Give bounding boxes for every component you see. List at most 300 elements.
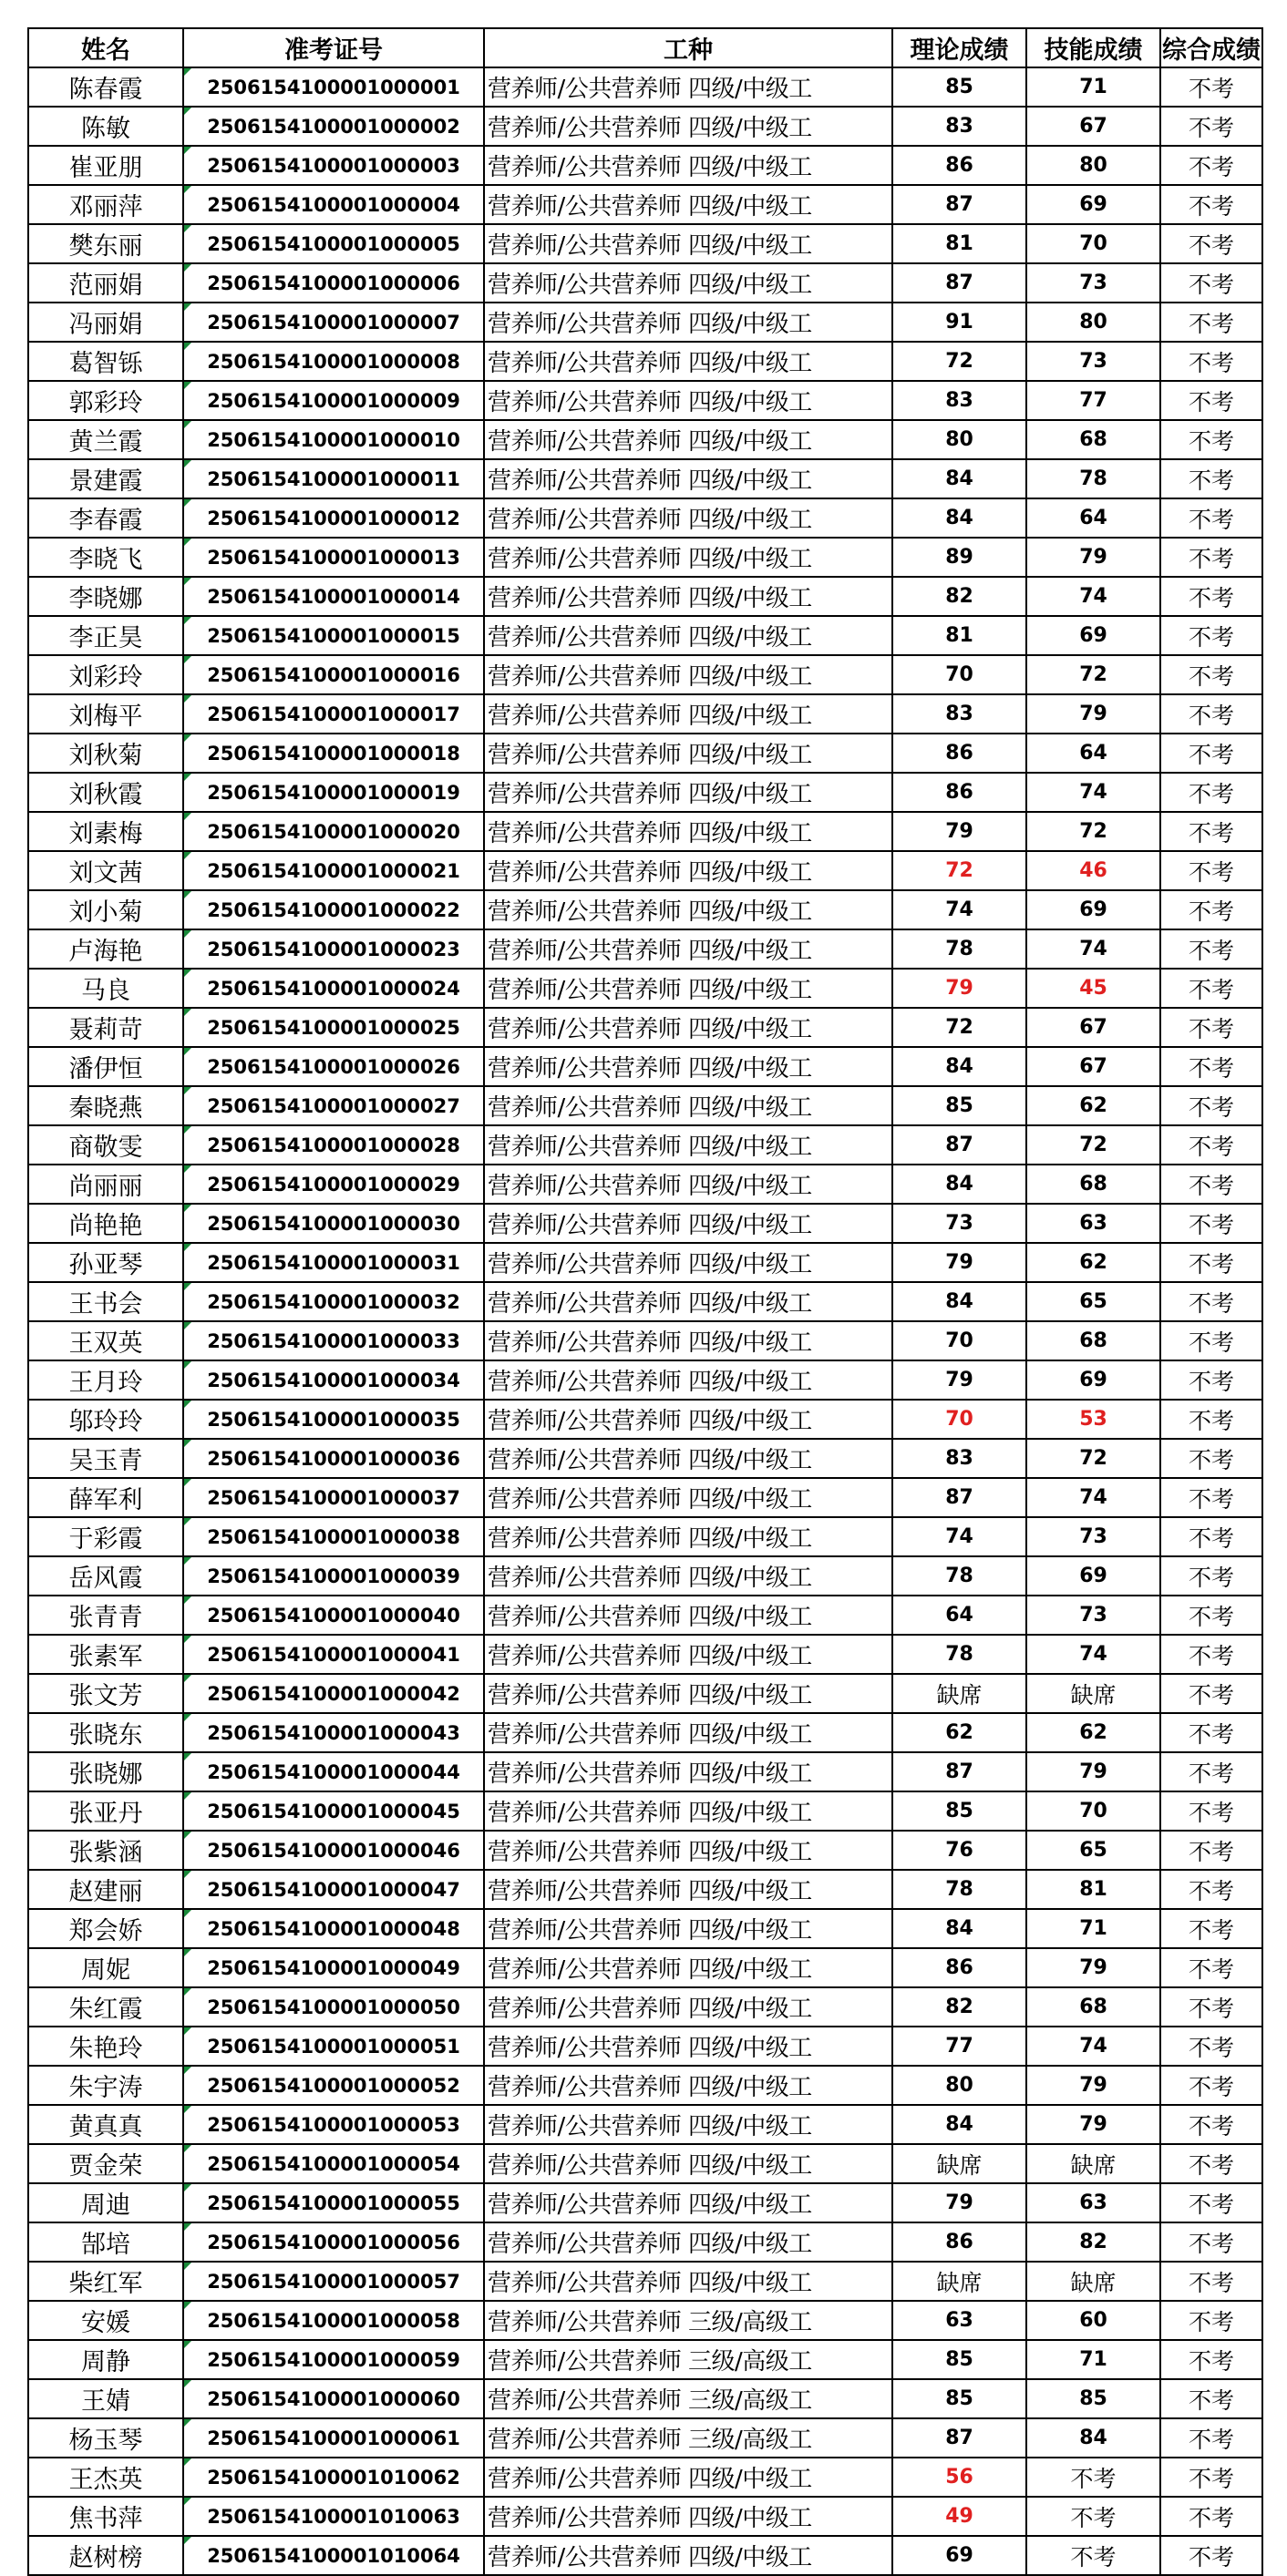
table-body — [28, 67, 1262, 2575]
cell-job-type: 营养师/公共营养师 四级/中级工 — [484, 694, 892, 734]
table-row — [28, 773, 1262, 812]
cell-job-type: 营养师/公共营养师 四级/中级工 — [484, 1674, 892, 1713]
cell-theory-score: 83 — [892, 694, 1026, 734]
cell-overall-score: 不考 — [1160, 694, 1262, 734]
table-row — [28, 67, 1262, 107]
cell-skill-score: 74 — [1026, 1635, 1160, 1674]
cell-overall-score: 不考 — [1160, 616, 1262, 655]
cell-exam-id: 2506154100001000048 — [183, 1909, 484, 1948]
cell-skill-score: 不考 — [1026, 2497, 1160, 2536]
cell-overall-score: 不考 — [1160, 1674, 1262, 1713]
cell-job-type: 营养师/公共营养师 四级/中级工 — [484, 851, 892, 890]
cell-theory-score: 81 — [892, 616, 1026, 655]
cell-overall-score: 不考 — [1160, 1360, 1262, 1400]
cell-exam-id: 2506154100001000014 — [183, 577, 484, 616]
cell-job-type: 营养师/公共营养师 四级/中级工 — [484, 1556, 892, 1596]
cell-name: 朱艳玲 — [28, 2027, 183, 2066]
cell-skill-score: 缺席 — [1026, 2144, 1160, 2183]
cell-overall-score: 不考 — [1160, 342, 1262, 381]
cell-skill-score: 45 — [1026, 969, 1160, 1008]
cell-job-type: 营养师/公共营养师 四级/中级工 — [484, 929, 892, 969]
cell-job-type: 营养师/公共营养师 四级/中级工 — [484, 67, 892, 107]
cell-overall-score: 不考 — [1160, 1439, 1262, 1478]
cell-theory-score: 80 — [892, 2066, 1026, 2105]
cell-exam-id: 2506154100001000002 — [183, 107, 484, 146]
cell-exam-id: 2506154100001000008 — [183, 342, 484, 381]
cell-theory-score: 84 — [892, 498, 1026, 538]
cell-exam-id: 2506154100001000041 — [183, 1635, 484, 1674]
cell-name: 孙亚琴 — [28, 1243, 183, 1282]
cell-exam-id: 2506154100001000031 — [183, 1243, 484, 1282]
cell-name: 景建霞 — [28, 459, 183, 498]
cell-job-type: 营养师/公共营养师 四级/中级工 — [484, 1439, 892, 1478]
table-row — [28, 1791, 1262, 1831]
cell-job-type: 营养师/公共营养师 四级/中级工 — [484, 1204, 892, 1243]
cell-name: 王书会 — [28, 1282, 183, 1321]
table-row — [28, 734, 1262, 773]
cell-job-type: 营养师/公共营养师 四级/中级工 — [484, 577, 892, 616]
table-row — [28, 1596, 1262, 1635]
cell-name: 黄真真 — [28, 2105, 183, 2144]
cell-name: 赵建丽 — [28, 1870, 183, 1909]
table-row — [28, 1047, 1262, 1086]
cell-exam-id: 2506154100001000016 — [183, 655, 484, 694]
table-row — [28, 2027, 1262, 2066]
cell-name: 朱红霞 — [28, 1987, 183, 2027]
cell-overall-score: 不考 — [1160, 1047, 1262, 1086]
cell-exam-id: 2506154100001000021 — [183, 851, 484, 890]
cell-name: 郜培 — [28, 2222, 183, 2262]
cell-skill-score: 79 — [1026, 1752, 1160, 1791]
cell-name: 张晓东 — [28, 1713, 183, 1752]
cell-job-type: 营养师/公共营养师 四级/中级工 — [484, 2027, 892, 2066]
cell-name: 柴红军 — [28, 2262, 183, 2301]
cell-overall-score: 不考 — [1160, 2458, 1262, 2497]
cell-name: 刘梅平 — [28, 694, 183, 734]
table-row — [28, 342, 1262, 381]
cell-overall-score: 不考 — [1160, 1713, 1262, 1752]
cell-name: 焦书萍 — [28, 2497, 183, 2536]
cell-theory-score: 70 — [892, 1400, 1026, 1439]
cell-name: 郭彩玲 — [28, 381, 183, 420]
cell-name: 秦晓燕 — [28, 1086, 183, 1125]
cell-exam-id: 2506154100001000004 — [183, 185, 484, 224]
cell-skill-score: 67 — [1026, 107, 1160, 146]
table-row — [28, 616, 1262, 655]
cell-skill-score: 71 — [1026, 1909, 1160, 1948]
table-row — [28, 303, 1262, 342]
cell-exam-id: 2506154100001000044 — [183, 1752, 484, 1791]
table-row — [28, 1165, 1262, 1204]
cell-theory-score: 84 — [892, 1047, 1026, 1086]
cell-theory-score: 78 — [892, 1870, 1026, 1909]
table-row — [28, 381, 1262, 420]
cell-overall-score: 不考 — [1160, 812, 1262, 851]
cell-exam-id: 2506154100001000043 — [183, 1713, 484, 1752]
cell-skill-score: 73 — [1026, 342, 1160, 381]
cell-name: 范丽娟 — [28, 263, 183, 303]
cell-skill-score: 64 — [1026, 734, 1160, 773]
table-row — [28, 1674, 1262, 1713]
cell-exam-id: 2506154100001000028 — [183, 1125, 484, 1165]
cell-name: 郑会娇 — [28, 1909, 183, 1948]
header-skill-score: 技能成绩 — [1026, 28, 1160, 67]
cell-job-type: 营养师/公共营养师 四级/中级工 — [484, 2536, 892, 2575]
cell-skill-score: 65 — [1026, 1831, 1160, 1870]
cell-skill-score: 77 — [1026, 381, 1160, 420]
table-row — [28, 1987, 1262, 2027]
cell-job-type: 营养师/公共营养师 四级/中级工 — [484, 734, 892, 773]
cell-skill-score: 85 — [1026, 2379, 1160, 2418]
cell-job-type: 营养师/公共营养师 四级/中级工 — [484, 655, 892, 694]
cell-exam-id: 2506154100001000053 — [183, 2105, 484, 2144]
cell-overall-score: 不考 — [1160, 851, 1262, 890]
table-row — [28, 929, 1262, 969]
cell-name: 刘秋菊 — [28, 734, 183, 773]
cell-skill-score: 46 — [1026, 851, 1160, 890]
cell-job-type: 营养师/公共营养师 四级/中级工 — [484, 1517, 892, 1556]
cell-job-type: 营养师/公共营养师 四级/中级工 — [484, 1831, 892, 1870]
cell-overall-score: 不考 — [1160, 1556, 1262, 1596]
cell-skill-score: 63 — [1026, 2183, 1160, 2222]
cell-overall-score: 不考 — [1160, 2418, 1262, 2458]
cell-theory-score: 86 — [892, 734, 1026, 773]
cell-exam-id: 2506154100001000033 — [183, 1321, 484, 1360]
table-row — [28, 1635, 1262, 1674]
table-row — [28, 2105, 1262, 2144]
cell-name: 李晓飞 — [28, 538, 183, 577]
cell-overall-score: 不考 — [1160, 185, 1262, 224]
table-row — [28, 538, 1262, 577]
table-row — [28, 1948, 1262, 1987]
cell-job-type: 营养师/公共营养师 四级/中级工 — [484, 2144, 892, 2183]
cell-name: 赵树榜 — [28, 2536, 183, 2575]
table-row — [28, 2418, 1262, 2458]
cell-exam-id: 2506154100001000017 — [183, 694, 484, 734]
cell-name: 樊东丽 — [28, 224, 183, 263]
table-row — [28, 1478, 1262, 1517]
cell-job-type: 营养师/公共营养师 四级/中级工 — [484, 224, 892, 263]
cell-job-type: 营养师/公共营养师 四级/中级工 — [484, 381, 892, 420]
cell-job-type: 营养师/公共营养师 四级/中级工 — [484, 2458, 892, 2497]
cell-overall-score: 不考 — [1160, 459, 1262, 498]
cell-exam-id: 2506154100001000055 — [183, 2183, 484, 2222]
table-row — [28, 459, 1262, 498]
cell-exam-id: 2506154100001000015 — [183, 616, 484, 655]
cell-exam-id: 2506154100001000040 — [183, 1596, 484, 1635]
cell-job-type: 营养师/公共营养师 三级/高级工 — [484, 2340, 892, 2379]
cell-skill-score: 73 — [1026, 1596, 1160, 1635]
cell-job-type: 营养师/公共营养师 三级/高级工 — [484, 2379, 892, 2418]
cell-theory-score: 84 — [892, 459, 1026, 498]
cell-skill-score: 不考 — [1026, 2458, 1160, 2497]
cell-exam-id: 2506154100001010062 — [183, 2458, 484, 2497]
cell-overall-score: 不考 — [1160, 1086, 1262, 1125]
cell-exam-id: 2506154100001000005 — [183, 224, 484, 263]
cell-theory-score: 82 — [892, 577, 1026, 616]
cell-skill-score: 62 — [1026, 1713, 1160, 1752]
cell-skill-score: 70 — [1026, 1791, 1160, 1831]
cell-skill-score: 缺席 — [1026, 1674, 1160, 1713]
cell-name: 张晓娜 — [28, 1752, 183, 1791]
cell-job-type: 营养师/公共营养师 四级/中级工 — [484, 812, 892, 851]
cell-overall-score: 不考 — [1160, 1831, 1262, 1870]
cell-skill-score: 79 — [1026, 2105, 1160, 2144]
cell-theory-score: 79 — [892, 812, 1026, 851]
cell-job-type: 营养师/公共营养师 四级/中级工 — [484, 1400, 892, 1439]
cell-theory-score: 74 — [892, 890, 1026, 929]
cell-job-type: 营养师/公共营养师 四级/中级工 — [484, 1596, 892, 1635]
cell-job-type: 营养师/公共营养师 四级/中级工 — [484, 342, 892, 381]
table-row — [28, 851, 1262, 890]
table-row — [28, 146, 1262, 185]
cell-theory-score: 85 — [892, 2379, 1026, 2418]
cell-name: 陈春霞 — [28, 67, 183, 107]
cell-name: 卢海艳 — [28, 929, 183, 969]
cell-name: 刘彩玲 — [28, 655, 183, 694]
cell-overall-score: 不考 — [1160, 1596, 1262, 1635]
cell-name: 王杰英 — [28, 2458, 183, 2497]
table-row — [28, 655, 1262, 694]
cell-overall-score: 不考 — [1160, 263, 1262, 303]
cell-name: 李春霞 — [28, 498, 183, 538]
cell-exam-id: 2506154100001000060 — [183, 2379, 484, 2418]
cell-overall-score: 不考 — [1160, 1948, 1262, 1987]
cell-exam-id: 2506154100001000018 — [183, 734, 484, 773]
cell-exam-id: 2506154100001000025 — [183, 1008, 484, 1047]
cell-theory-score: 86 — [892, 2222, 1026, 2262]
cell-skill-score: 60 — [1026, 2301, 1160, 2340]
cell-exam-id: 2506154100001000024 — [183, 969, 484, 1008]
cell-overall-score: 不考 — [1160, 224, 1262, 263]
cell-job-type: 营养师/公共营养师 四级/中级工 — [484, 1282, 892, 1321]
cell-exam-id: 2506154100001000047 — [183, 1870, 484, 1909]
header-row — [28, 28, 1262, 67]
cell-job-type: 营养师/公共营养师 四级/中级工 — [484, 1360, 892, 1400]
cell-exam-id: 2506154100001000011 — [183, 459, 484, 498]
cell-skill-score: 82 — [1026, 2222, 1160, 2262]
table-row — [28, 1909, 1262, 1948]
cell-job-type: 营养师/公共营养师 四级/中级工 — [484, 1008, 892, 1047]
table-row — [28, 1713, 1262, 1752]
cell-overall-score: 不考 — [1160, 1752, 1262, 1791]
table-row — [28, 2183, 1262, 2222]
cell-overall-score: 不考 — [1160, 734, 1262, 773]
cell-job-type: 营养师/公共营养师 四级/中级工 — [484, 2183, 892, 2222]
cell-exam-id: 2506154100001000019 — [183, 773, 484, 812]
cell-name: 王双英 — [28, 1321, 183, 1360]
cell-theory-score: 缺席 — [892, 2262, 1026, 2301]
cell-name: 吴玉青 — [28, 1439, 183, 1478]
cell-skill-score: 68 — [1026, 1987, 1160, 2027]
cell-name: 聂莉苛 — [28, 1008, 183, 1047]
cell-theory-score: 77 — [892, 2027, 1026, 2066]
cell-exam-id: 2506154100001000027 — [183, 1086, 484, 1125]
cell-overall-score: 不考 — [1160, 67, 1262, 107]
table-row — [28, 812, 1262, 851]
cell-overall-score: 不考 — [1160, 577, 1262, 616]
cell-job-type: 营养师/公共营养师 四级/中级工 — [484, 773, 892, 812]
table-row — [28, 2262, 1262, 2301]
cell-overall-score: 不考 — [1160, 1204, 1262, 1243]
cell-job-type: 营养师/公共营养师 三级/高级工 — [484, 2301, 892, 2340]
cell-overall-score: 不考 — [1160, 890, 1262, 929]
cell-overall-score: 不考 — [1160, 2144, 1262, 2183]
cell-job-type: 营养师/公共营养师 四级/中级工 — [484, 2105, 892, 2144]
cell-job-type: 营养师/公共营养师 四级/中级工 — [484, 303, 892, 342]
cell-exam-id: 2506154100001000026 — [183, 1047, 484, 1086]
cell-overall-score: 不考 — [1160, 2536, 1262, 2575]
cell-job-type: 营养师/公共营养师 四级/中级工 — [484, 1635, 892, 1674]
cell-skill-score: 72 — [1026, 812, 1160, 851]
cell-job-type: 营养师/公共营养师 三级/高级工 — [484, 2418, 892, 2458]
cell-skill-score: 74 — [1026, 1478, 1160, 1517]
cell-exam-id: 2506154100001000054 — [183, 2144, 484, 2183]
cell-exam-id: 2506154100001000029 — [183, 1165, 484, 1204]
table-row — [28, 1752, 1262, 1791]
cell-name: 刘小菊 — [28, 890, 183, 929]
cell-name: 周静 — [28, 2340, 183, 2379]
header-theory-score: 理论成绩 — [892, 28, 1026, 67]
cell-job-type: 营养师/公共营养师 四级/中级工 — [484, 498, 892, 538]
cell-skill-score: 81 — [1026, 1870, 1160, 1909]
table-row — [28, 2379, 1262, 2418]
cell-skill-score: 80 — [1026, 303, 1160, 342]
cell-skill-score: 78 — [1026, 459, 1160, 498]
cell-overall-score: 不考 — [1160, 2066, 1262, 2105]
cell-skill-score: 70 — [1026, 224, 1160, 263]
cell-overall-score: 不考 — [1160, 2340, 1262, 2379]
cell-name: 商敬雯 — [28, 1125, 183, 1165]
cell-overall-score: 不考 — [1160, 1400, 1262, 1439]
cell-skill-score: 72 — [1026, 1439, 1160, 1478]
cell-overall-score: 不考 — [1160, 929, 1262, 969]
cell-exam-id: 2506154100001000046 — [183, 1831, 484, 1870]
table-row — [28, 185, 1262, 224]
cell-overall-score: 不考 — [1160, 1791, 1262, 1831]
cell-theory-score: 70 — [892, 655, 1026, 694]
table-row — [28, 577, 1262, 616]
cell-skill-score: 69 — [1026, 1360, 1160, 1400]
table-row — [28, 1831, 1262, 1870]
cell-overall-score: 不考 — [1160, 2105, 1262, 2144]
cell-name: 于彩霞 — [28, 1517, 183, 1556]
header-job-type: 工种 — [484, 28, 892, 67]
cell-exam-id: 2506154100001000007 — [183, 303, 484, 342]
cell-skill-score: 69 — [1026, 890, 1160, 929]
table-row — [28, 969, 1262, 1008]
cell-job-type: 营养师/公共营养师 四级/中级工 — [484, 616, 892, 655]
cell-theory-score: 84 — [892, 1165, 1026, 1204]
cell-overall-score: 不考 — [1160, 2027, 1262, 2066]
cell-exam-id: 2506154100001000010 — [183, 420, 484, 459]
table-row — [28, 1439, 1262, 1478]
table-row — [28, 2144, 1262, 2183]
table-row — [28, 1282, 1262, 1321]
cell-theory-score: 83 — [892, 1439, 1026, 1478]
cell-overall-score: 不考 — [1160, 1517, 1262, 1556]
cell-exam-id: 2506154100001000023 — [183, 929, 484, 969]
cell-overall-score: 不考 — [1160, 107, 1262, 146]
cell-theory-score: 87 — [892, 1125, 1026, 1165]
cell-name: 岳风霞 — [28, 1556, 183, 1596]
cell-exam-id: 2506154100001000013 — [183, 538, 484, 577]
cell-theory-score: 72 — [892, 1008, 1026, 1047]
cell-theory-score: 78 — [892, 1556, 1026, 1596]
cell-name: 贾金荣 — [28, 2144, 183, 2183]
cell-job-type: 营养师/公共营养师 四级/中级工 — [484, 2222, 892, 2262]
cell-exam-id: 2506154100001000059 — [183, 2340, 484, 2379]
cell-exam-id: 2506154100001000006 — [183, 263, 484, 303]
cell-skill-score: 79 — [1026, 538, 1160, 577]
cell-skill-score: 69 — [1026, 616, 1160, 655]
table-row — [28, 1400, 1262, 1439]
cell-overall-score: 不考 — [1160, 381, 1262, 420]
cell-skill-score: 79 — [1026, 2066, 1160, 2105]
cell-name: 张紫涵 — [28, 1831, 183, 1870]
cell-job-type: 营养师/公共营养师 四级/中级工 — [484, 1752, 892, 1791]
cell-job-type: 营养师/公共营养师 四级/中级工 — [484, 2066, 892, 2105]
cell-theory-score: 76 — [892, 1831, 1026, 1870]
cell-theory-score: 83 — [892, 381, 1026, 420]
cell-theory-score: 81 — [892, 224, 1026, 263]
cell-theory-score: 84 — [892, 2105, 1026, 2144]
cell-name: 尚丽丽 — [28, 1165, 183, 1204]
table-row — [28, 1321, 1262, 1360]
cell-overall-score: 不考 — [1160, 2222, 1262, 2262]
cell-skill-score: 63 — [1026, 1204, 1160, 1243]
cell-overall-score: 不考 — [1160, 146, 1262, 185]
cell-exam-id: 2506154100001000052 — [183, 2066, 484, 2105]
cell-theory-score: 87 — [892, 1478, 1026, 1517]
cell-name: 黄兰霞 — [28, 420, 183, 459]
cell-theory-score: 79 — [892, 1360, 1026, 1400]
cell-name: 马良 — [28, 969, 183, 1008]
cell-job-type: 营养师/公共营养师 四级/中级工 — [484, 1478, 892, 1517]
cell-job-type: 营养师/公共营养师 四级/中级工 — [484, 459, 892, 498]
cell-skill-score: 69 — [1026, 1556, 1160, 1596]
cell-name: 邬玲玲 — [28, 1400, 183, 1439]
cell-exam-id: 2506154100001000003 — [183, 146, 484, 185]
cell-skill-score: 74 — [1026, 577, 1160, 616]
cell-theory-score: 64 — [892, 1596, 1026, 1635]
table-row — [28, 2340, 1262, 2379]
cell-job-type: 营养师/公共营养师 四级/中级工 — [484, 185, 892, 224]
cell-theory-score: 82 — [892, 1987, 1026, 2027]
table-row — [28, 1517, 1262, 1556]
cell-name: 张文芳 — [28, 1674, 183, 1713]
table-row — [28, 2222, 1262, 2262]
table-row — [28, 890, 1262, 929]
cell-exam-id: 2506154100001010063 — [183, 2497, 484, 2536]
cell-skill-score: 65 — [1026, 1282, 1160, 1321]
cell-overall-score: 不考 — [1160, 655, 1262, 694]
cell-theory-score: 91 — [892, 303, 1026, 342]
cell-theory-score: 缺席 — [892, 2144, 1026, 2183]
table-row — [28, 498, 1262, 538]
cell-skill-score: 74 — [1026, 929, 1160, 969]
cell-job-type: 营养师/公共营养师 四级/中级工 — [484, 263, 892, 303]
header-name: 姓名 — [28, 28, 183, 67]
cell-theory-score: 86 — [892, 773, 1026, 812]
cell-job-type: 营养师/公共营养师 四级/中级工 — [484, 890, 892, 929]
cell-skill-score: 80 — [1026, 146, 1160, 185]
cell-theory-score: 86 — [892, 1948, 1026, 1987]
table-row — [28, 107, 1262, 146]
cell-name: 张素军 — [28, 1635, 183, 1674]
cell-name: 李晓娜 — [28, 577, 183, 616]
cell-exam-id: 2506154100001000039 — [183, 1556, 484, 1596]
